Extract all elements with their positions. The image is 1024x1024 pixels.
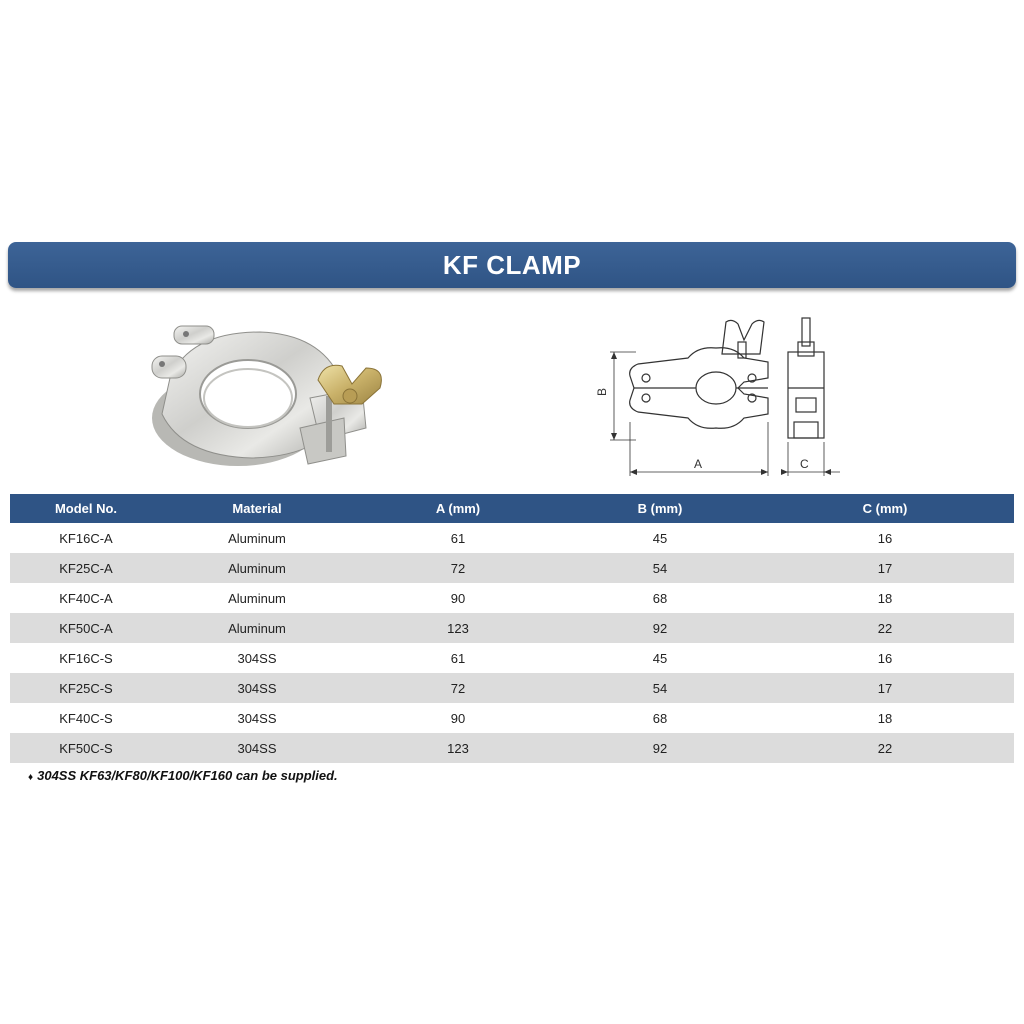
cell-a: 72 bbox=[352, 673, 564, 703]
cell-a: 61 bbox=[450, 650, 466, 666]
cell-b: 68 bbox=[652, 590, 668, 606]
cell-b: 92 bbox=[564, 613, 756, 643]
header-material: Material bbox=[162, 494, 352, 523]
cell-a: 90 bbox=[450, 710, 466, 726]
cell-model: KF40C-A bbox=[59, 590, 113, 606]
table-row bbox=[10, 523, 1014, 553]
cell-model: KF16C-S bbox=[59, 650, 113, 666]
dimension-b-label: B bbox=[595, 387, 609, 396]
cell-b: 54 bbox=[564, 673, 756, 703]
header-b: B (mm) bbox=[564, 494, 756, 523]
cell-c: 22 bbox=[756, 733, 1014, 763]
cell-material: Aluminum bbox=[162, 613, 352, 643]
cell-c: 16 bbox=[877, 530, 893, 546]
cell-c: 18 bbox=[877, 710, 893, 726]
cell-b: 54 bbox=[564, 553, 756, 583]
cell-material: Aluminum bbox=[162, 553, 352, 583]
table-row bbox=[10, 673, 1014, 703]
table-row bbox=[10, 733, 1014, 763]
cell-model: KF40C-S bbox=[59, 710, 113, 726]
footnote bbox=[28, 768, 338, 783]
footnote-text: 304SS KF63/KF80/KF100/KF160 can be supplied. bbox=[37, 768, 338, 783]
header-a: A (mm) bbox=[352, 494, 564, 523]
dimension-a-label: A bbox=[694, 457, 703, 471]
cell-model: KF25C-A bbox=[10, 553, 162, 583]
cell-c: 17 bbox=[756, 673, 1014, 703]
cell-material: 304SS bbox=[237, 710, 277, 726]
clamp-technical-drawing bbox=[588, 312, 848, 482]
table-row bbox=[10, 553, 1014, 583]
cell-b: 45 bbox=[652, 530, 668, 546]
cell-c: 17 bbox=[756, 553, 1014, 583]
header-c: C (mm) bbox=[756, 494, 1014, 523]
cell-material: 304SS bbox=[162, 733, 352, 763]
table-row bbox=[10, 643, 1014, 673]
diamond-bullet-icon: ♦ bbox=[28, 772, 34, 783]
cell-model: KF16C-A bbox=[59, 530, 113, 546]
cell-b: 92 bbox=[564, 733, 756, 763]
cell-a: 123 bbox=[352, 733, 564, 763]
cell-model: KF50C-A bbox=[10, 613, 162, 643]
table-header-row bbox=[10, 494, 1014, 523]
cell-material: Aluminum bbox=[228, 590, 286, 606]
cell-material: 304SS bbox=[237, 650, 277, 666]
cell-material: 304SS bbox=[162, 673, 352, 703]
table-row bbox=[10, 703, 1014, 733]
page-title: KF CLAMP bbox=[442, 249, 582, 280]
cell-a: 90 bbox=[450, 590, 466, 606]
cell-model: KF25C-S bbox=[10, 673, 162, 703]
cell-b: 45 bbox=[652, 650, 668, 666]
cell-b: 68 bbox=[652, 710, 668, 726]
cell-material: Aluminum bbox=[228, 530, 286, 546]
header-model: Model No. bbox=[10, 494, 162, 523]
dimension-c-label: C bbox=[800, 457, 809, 471]
clamp-photo bbox=[130, 318, 400, 478]
cell-a: 72 bbox=[352, 553, 564, 583]
cell-c: 22 bbox=[756, 613, 1014, 643]
cell-c: 16 bbox=[877, 650, 893, 666]
title-banner bbox=[8, 242, 1016, 288]
table-row bbox=[10, 583, 1014, 613]
cell-a: 123 bbox=[352, 613, 564, 643]
cell-c: 18 bbox=[877, 590, 893, 606]
cell-model: KF50C-S bbox=[10, 733, 162, 763]
table-row bbox=[10, 613, 1014, 643]
cell-a: 61 bbox=[450, 530, 466, 546]
spec-table bbox=[10, 494, 1014, 763]
